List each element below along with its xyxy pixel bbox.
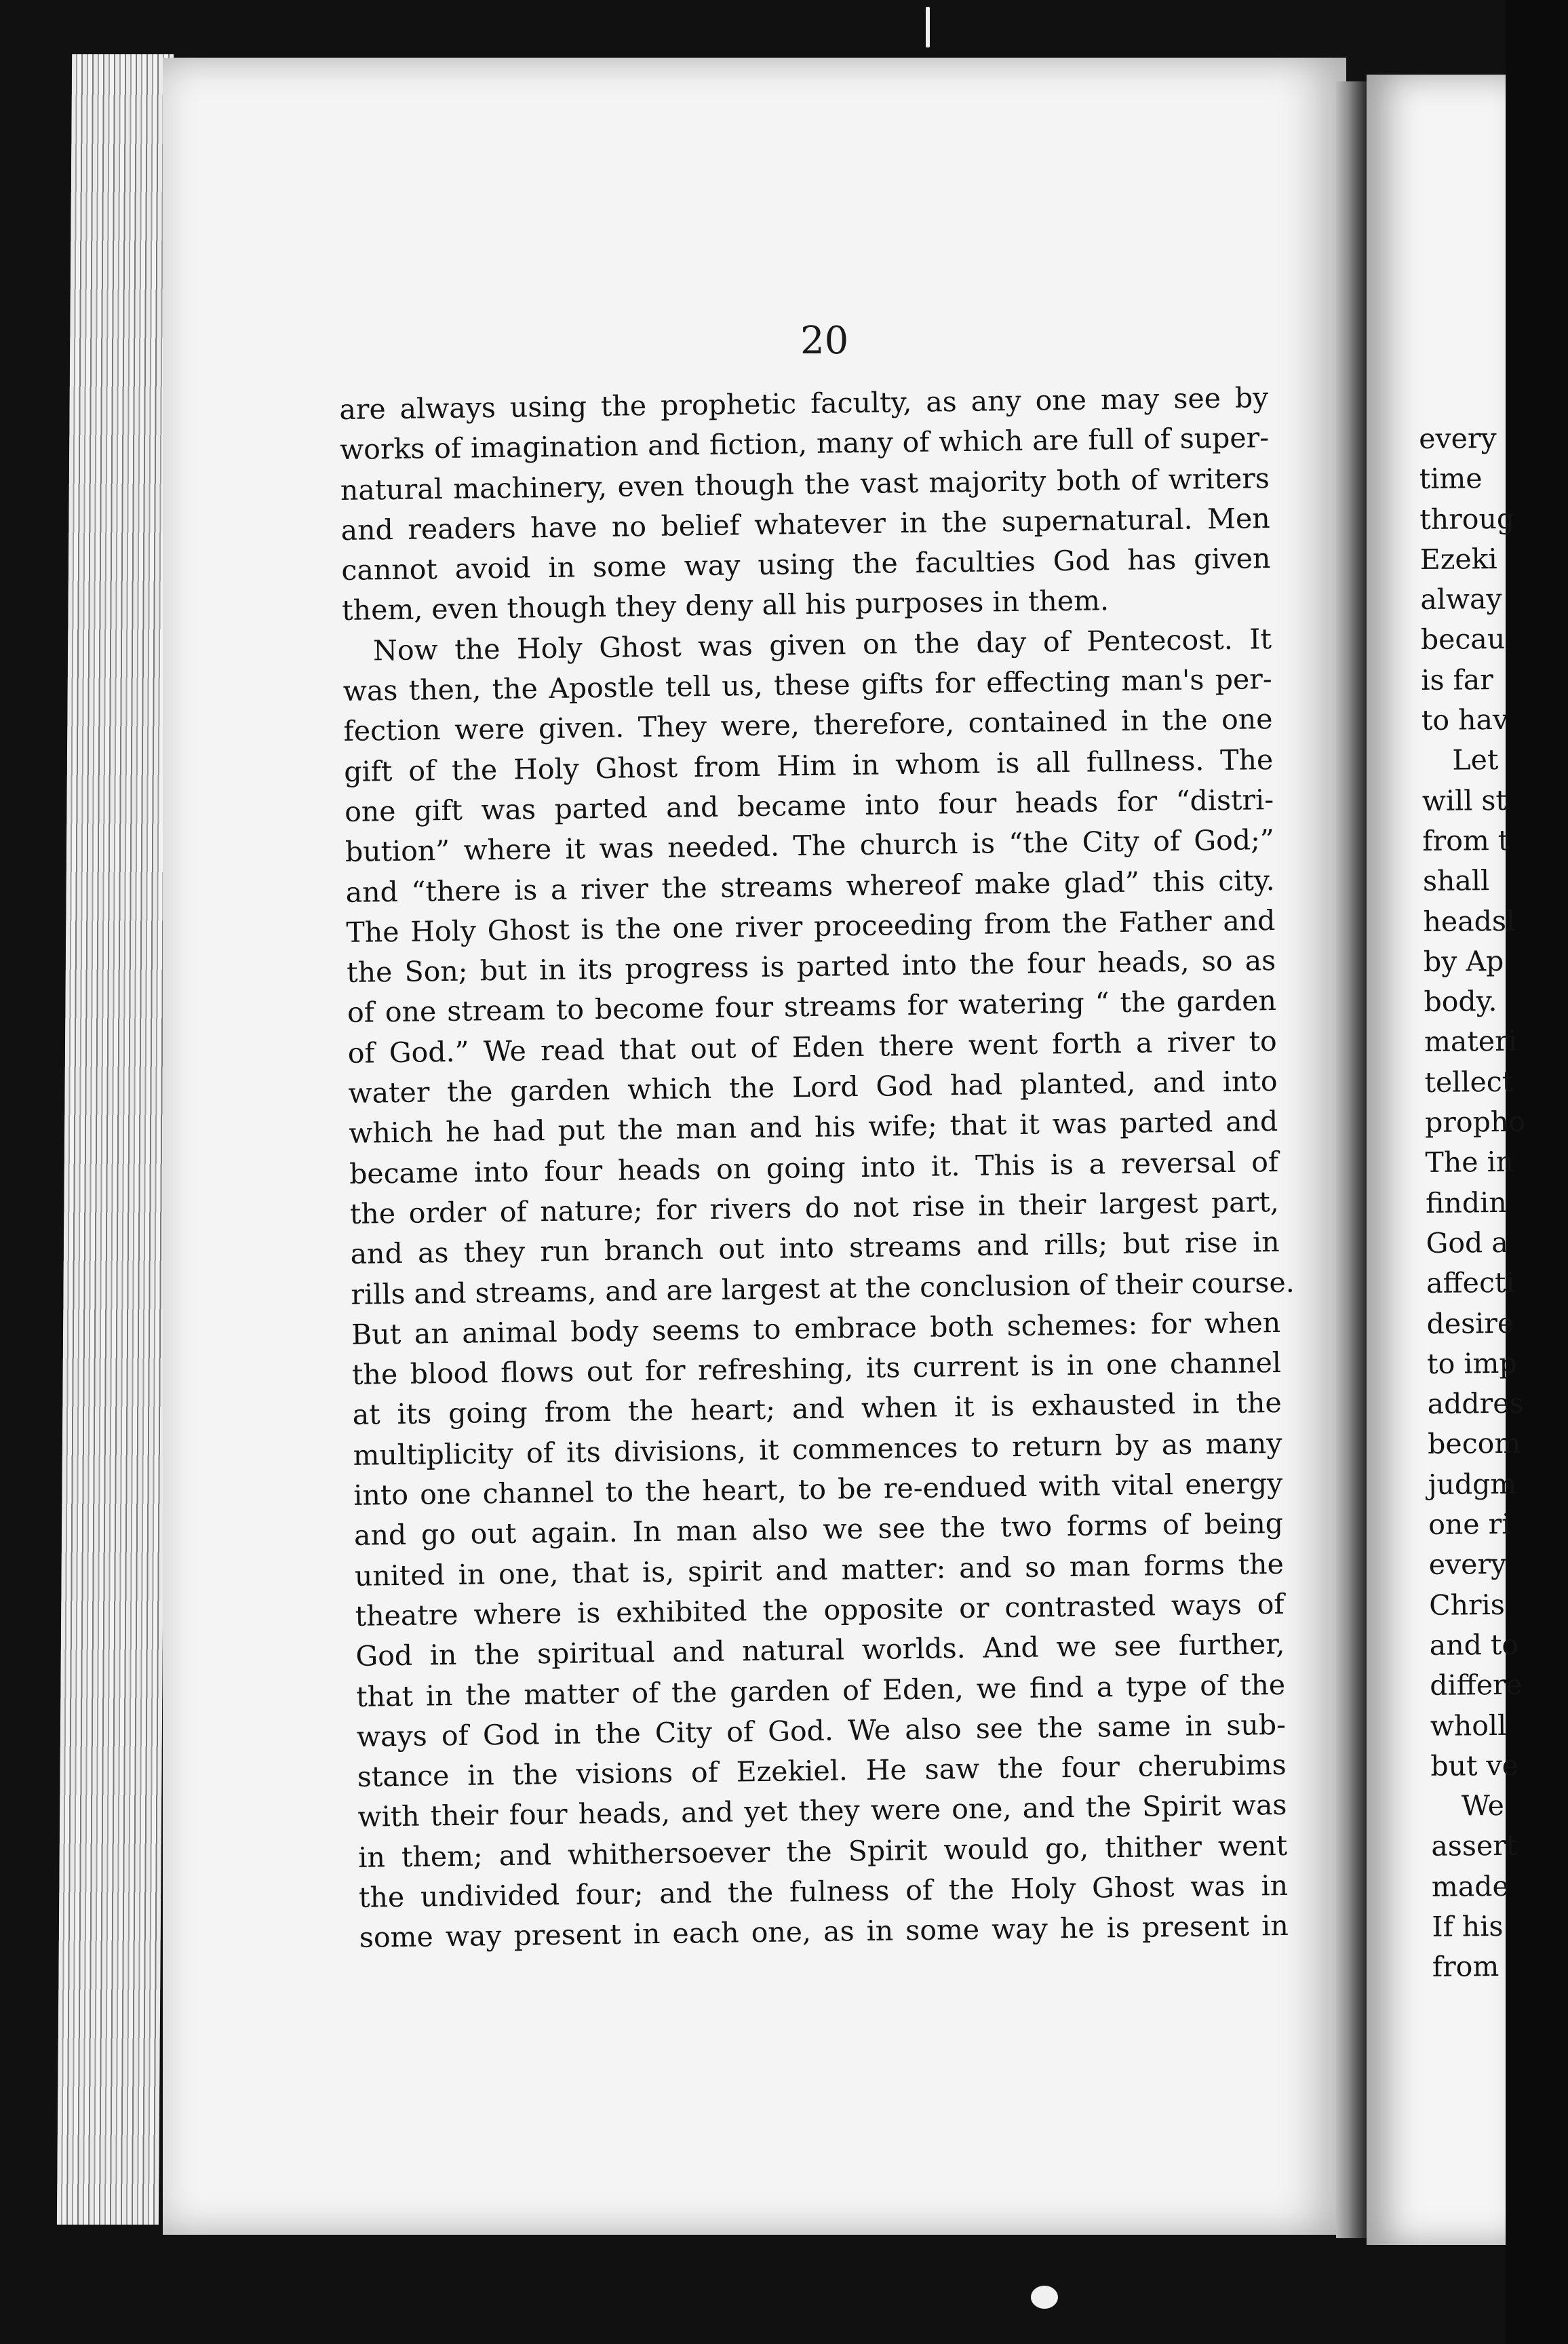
facing-line: every: [1428, 1548, 1507, 1582]
facing-line: assert: [1431, 1829, 1518, 1863]
text-line: stance in the visions of Ezekiel. He saw the four cherubims: [357, 1748, 1287, 1793]
text-line: natural machinery, even though the vast majority both of writers: [340, 461, 1270, 507]
facing-line: tellect: [1424, 1065, 1514, 1099]
text-line: with their four heads, and yet they were one, and the Spirit was: [357, 1789, 1287, 1834]
text-line: was then, the Apostle tell us, these gifts for effecting man's per-: [342, 663, 1273, 708]
facing-line: headsl: [1423, 904, 1516, 938]
facing-line: findin: [1425, 1186, 1507, 1219]
facing-line: If his: [1432, 1909, 1504, 1943]
text-line: But an animal body seems to embrace both schemes: for when: [351, 1306, 1281, 1351]
facing-line: from: [1432, 1950, 1500, 1984]
facing-line: materi: [1424, 1025, 1518, 1059]
text-line: ways of God in the City of God. We also see the same in sub-: [356, 1708, 1287, 1753]
text-line: fection were given. They were, therefore, contained in the one: [343, 703, 1273, 748]
facing-line: one ri: [1428, 1507, 1511, 1541]
facing-line: Let: [1452, 743, 1499, 777]
text-line: Now the Holy Ghost was given on the day of Pentecost. It: [372, 622, 1272, 667]
facing-line: addres: [1427, 1386, 1524, 1421]
text-line: rills and streams, and are largest at the conclusion of their course.: [351, 1266, 1295, 1311]
scan-speck: [1031, 2286, 1058, 2309]
facing-line: wholl: [1430, 1708, 1507, 1742]
page-stack-edges: [57, 54, 174, 2225]
facing-line: but ve: [1430, 1749, 1519, 1782]
text-line: that in the matter of the garden of Eden, we find a type of the: [355, 1668, 1286, 1713]
text-line: them, even though they deny all his purposes in them.: [341, 584, 1110, 627]
facing-line: Chris: [1429, 1588, 1505, 1622]
text-line: in them; and whithersoever the Spirit would go, thither went: [358, 1829, 1288, 1874]
facing-line: becom: [1427, 1427, 1521, 1461]
facing-line: throug: [1419, 502, 1515, 536]
facing-line: is far: [1421, 663, 1493, 697]
scan-speck: [926, 7, 930, 47]
facing-line: The in: [1425, 1146, 1514, 1179]
body-text: [339, 378, 1295, 1958]
text-line: some way present in each one, as in some way he is present in: [359, 1909, 1289, 1955]
text-line: which he had put the man and his wife; that it was parted and: [349, 1105, 1278, 1150]
book-gutter: [1336, 81, 1367, 2238]
facing-line: by Ap: [1423, 944, 1504, 978]
facing-line: alway: [1420, 583, 1502, 617]
facing-line: body.: [1424, 985, 1497, 1019]
facing-line: to hav: [1421, 703, 1509, 737]
facing-line: judgm: [1428, 1467, 1517, 1501]
facing-line: Ezeki: [1419, 542, 1497, 576]
page-number: 20: [800, 319, 849, 363]
text-line: works of imagination and fiction, many of which are full of super-: [339, 421, 1270, 467]
text-line: cannot avoid in some way using the faculties God has given: [341, 542, 1271, 587]
text-line: bution” where it was needed. The church is “the City of God;”: [345, 823, 1275, 869]
facing-line: time: [1419, 462, 1483, 496]
text-line: into one channel to the heart, to be re-endued with vital energy: [353, 1466, 1283, 1512]
facing-line: becau: [1420, 623, 1506, 657]
text-line: and “there is a river the streams whereof make glad” this city.: [345, 863, 1275, 909]
text-line: are always using the prophetic faculty, as any one may see by: [339, 381, 1269, 426]
text-line: of God.” We read that out of Eden there went forth a river to: [347, 1024, 1277, 1070]
text-line: the Son; but in its progress is parted into the four heads, so as: [346, 944, 1276, 990]
facing-line: desire: [1426, 1306, 1514, 1340]
text-line: united in one, that is, spirit and matter: and so man forms the: [354, 1547, 1285, 1593]
text-line: at its going from the heart; and when it is exhausted in the: [352, 1386, 1282, 1432]
text-line: the order of nature; for rivers do not rise in their largest part,: [349, 1185, 1280, 1230]
text-line: the undivided four; and the fulness of the Holy Ghost was in: [358, 1869, 1289, 1914]
text-line: gift of the Holy Ghost from Him in whom is all fullness. The: [344, 743, 1274, 788]
text-line: became into four heads on going into it. This is a reversal of: [349, 1145, 1279, 1190]
text-line: and go out again. In man also we see the two forms of being: [353, 1507, 1284, 1552]
facing-line: differe: [1430, 1668, 1523, 1702]
facing-line: God a: [1426, 1226, 1508, 1259]
facing-line: shall: [1422, 864, 1490, 898]
text-line: water the garden which the Lord God had planted, and into: [348, 1065, 1278, 1110]
facing-line: propho: [1424, 1105, 1526, 1139]
text-line: theatre where is exhibited the opposite or contrasted ways of: [355, 1587, 1285, 1633]
text-line: and readers have no belief whatever in the supernatural. Men: [340, 501, 1270, 547]
facing-line: every: [1419, 422, 1497, 455]
facing-line: and to: [1429, 1628, 1519, 1662]
text-line: God in the spiritual and natural worlds. And we see further,: [355, 1628, 1285, 1673]
facing-line: affecti: [1426, 1266, 1515, 1300]
facing-line: to imp: [1426, 1346, 1517, 1380]
text-line: multiplicity of its divisions, it commences to return by as many: [353, 1426, 1282, 1472]
text-line: The Holy Ghost is the one river proceeding from the Father and: [346, 903, 1276, 949]
facing-line: from t: [1422, 823, 1510, 857]
text-line: one gift was parted and became into four heads for “distri-: [344, 783, 1274, 828]
text-line: of one stream to become four streams for watering “ the garden: [347, 984, 1277, 1030]
facing-line: made: [1431, 1869, 1509, 1903]
facing-page-text: [1419, 418, 1568, 1987]
text-line: and as they run branch out into streams and rills; but rise in: [350, 1226, 1280, 1271]
facing-line: will st: [1422, 783, 1508, 817]
facing-line: We: [1461, 1789, 1505, 1822]
text-line: the blood flows out for refreshing, its current is in one channel: [351, 1346, 1282, 1391]
